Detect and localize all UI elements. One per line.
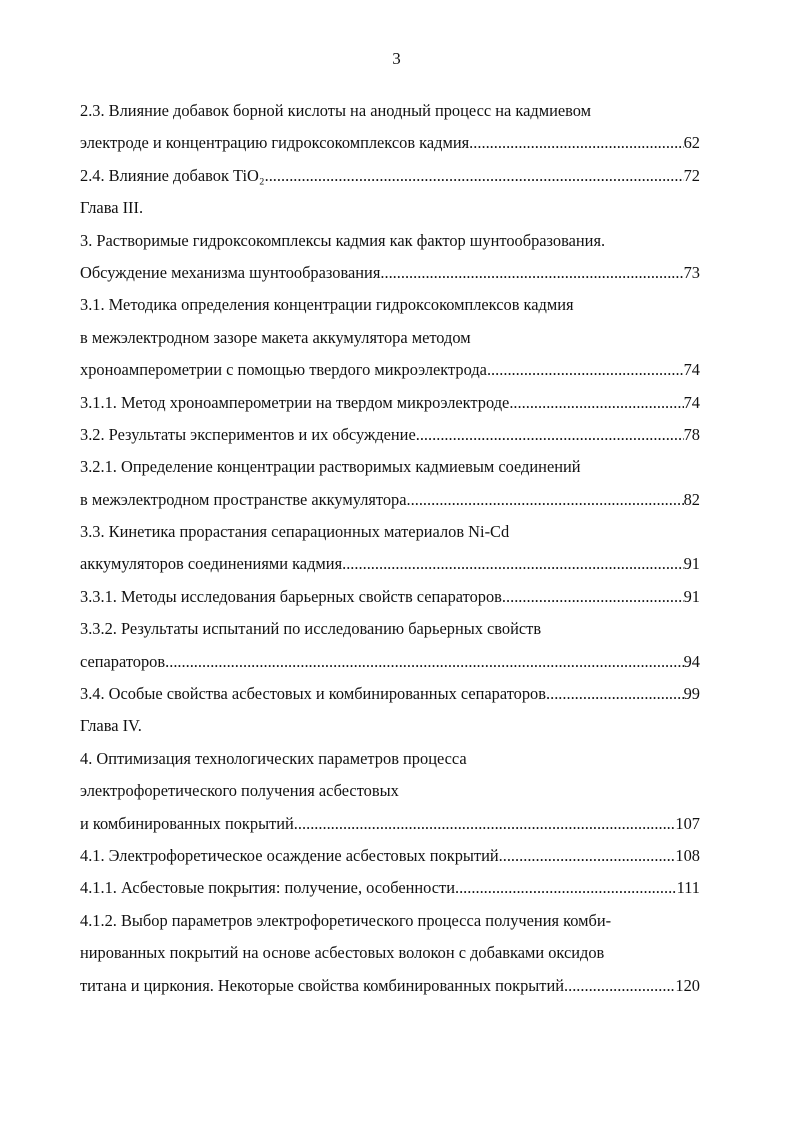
toc-page-number: 108	[675, 845, 700, 865]
toc-entry-last-line	[80, 160, 700, 192]
toc-page-number: 78	[683, 424, 700, 444]
toc-page-number: 111	[676, 878, 700, 898]
dot-leader	[455, 872, 677, 904]
toc-page-number: 72	[683, 165, 700, 185]
dot-leader	[513, 387, 683, 419]
toc-entry-text: 3.4. Особые свойства асбестовых и комбинированных сепараторов	[80, 684, 546, 704]
page-number: 3	[392, 49, 401, 68]
dot-leader	[568, 970, 675, 1002]
toc-line: 3.2.1. Определение концентрации растворимых кадмиевым соединений	[80, 457, 581, 477]
toc-page-number: 94	[683, 651, 700, 671]
dot-leader	[546, 678, 684, 710]
toc-entry-last-line	[80, 840, 700, 872]
toc-page-number: 82	[683, 489, 700, 509]
toc-entry-text: и комбинированных покрытий	[80, 813, 294, 833]
toc-entry-text: 3.3.1. Методы исследования барьерных свойств сепараторов.	[80, 586, 506, 606]
toc-entry-last-line	[80, 872, 700, 904]
toc-page-number: 107	[675, 813, 700, 833]
dot-leader	[420, 419, 684, 451]
toc-line: 2.3. Влияние добавок борной кислоты на анодный процесс на кадмиевом	[80, 101, 592, 120]
toc-entry-last-line	[80, 808, 700, 840]
toc-entry-last-line	[80, 678, 700, 710]
toc-line: в межэлектродном зазоре макета аккумулятора методом	[80, 327, 471, 347]
dot-leader	[294, 808, 676, 840]
dot-leader	[269, 160, 684, 192]
toc-entry-text: Обсуждение механизма шунтообразования.	[80, 262, 385, 282]
dot-leader	[491, 354, 684, 386]
toc-entry-last-line	[80, 127, 700, 159]
toc-entry-text: сепараторов.	[80, 651, 170, 671]
toc-entry-text: титана и циркония. Некоторые свойства комбинированных покрытий.	[80, 975, 569, 995]
toc-entry-text: 4.1. Электрофоретическое осаждение асбестовых покрытий.	[80, 845, 503, 865]
toc-entry-last-line	[80, 581, 700, 613]
toc-page-number: 62	[683, 133, 700, 153]
toc-entry-text: 4.1.1. Асбестовые покрытия: получение, особенности	[80, 878, 455, 898]
toc-page-number: 91	[683, 554, 700, 574]
toc-entry-last-line	[80, 257, 700, 289]
toc-entry-last-line	[80, 419, 700, 451]
toc-entry-text: 3.1.1. Метод хроноамперометрии на твердом микроэлектроде.	[80, 392, 514, 412]
dot-leader	[169, 646, 683, 678]
toc-page-number: 74	[683, 392, 700, 412]
table-of-contents	[80, 95, 700, 1002]
toc-entry-last-line	[80, 646, 700, 678]
toc-line: 3.3. Кинетика прорастания сепарационных материалов Ni-Cd	[80, 522, 510, 542]
toc-line: 4. Оптимизация технологических параметров процесса	[80, 748, 467, 768]
toc-page-number: 73	[683, 262, 700, 282]
toc-page-number: 91	[683, 586, 700, 606]
dot-leader	[407, 484, 684, 516]
toc-line: электрофоретического получения асбестовых	[80, 781, 399, 801]
toc-entry-last-line	[80, 387, 700, 419]
toc-line: нированных покрытий на основе асбестовых волокон с добавками оксидов	[80, 943, 605, 963]
toc-line: 3. Растворимые гидроксокомплексы кадмия как фактор шунтообразования.	[80, 230, 606, 250]
dot-leader	[473, 127, 683, 159]
toc-page-number: 120	[675, 975, 700, 995]
toc-line: 3.3.2. Результаты испытаний по исследованию барьерных свойств	[80, 619, 542, 639]
toc-entry-last-line	[80, 484, 700, 516]
toc-entry-text: электроде и концентрацию гидроксокомплексов кадмия.	[80, 133, 474, 153]
toc-page-number: 74	[683, 360, 700, 380]
toc-entry-text: 3.2. Результаты экспериментов и их обсуждение.	[80, 424, 420, 444]
toc-line: 3.1. Методика определения концентрации гидроксокомплексов кадмия	[80, 295, 574, 315]
toc-page-number: 99	[683, 684, 700, 704]
dot-leader	[503, 840, 676, 872]
toc-entry-text: в межэлектродном пространстве аккумулятора	[80, 489, 407, 509]
chapter-heading: Глава IV.	[80, 716, 142, 736]
toc-entry-text: аккумуляторов соединениями кадмия.	[80, 554, 347, 574]
toc-entry-text: 2.4. Влияние добавок TiO₂.	[80, 165, 269, 185]
dot-leader	[384, 257, 683, 289]
dot-leader	[506, 581, 684, 613]
toc-line: 4.1.2. Выбор параметров электрофоретического процесса получения комби-	[80, 910, 612, 930]
toc-entry-last-line	[80, 548, 700, 580]
toc-entry-last-line	[80, 354, 700, 386]
toc-entry-last-line	[80, 970, 700, 1002]
chapter-heading: Глава III.	[80, 198, 144, 218]
toc-entry-text: хроноамперометрии с помощью твердого микроэлектрода.	[80, 360, 492, 380]
dot-leader	[346, 548, 683, 580]
